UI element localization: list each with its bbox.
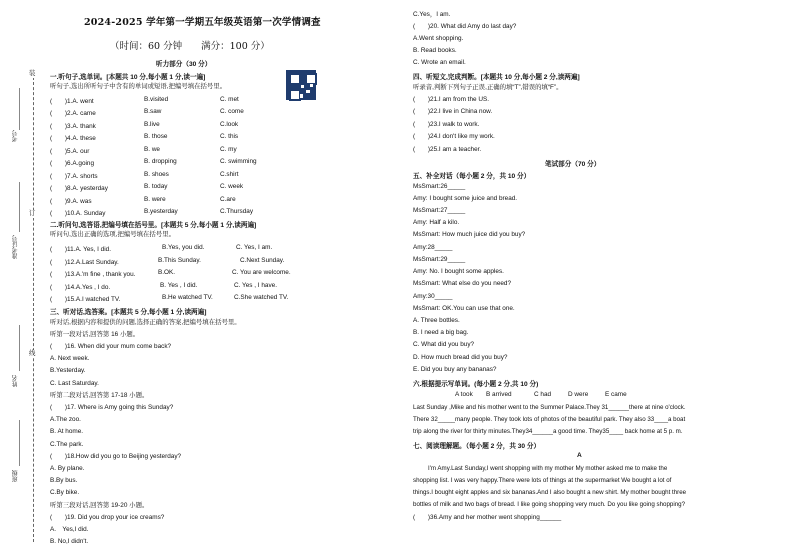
qr-code-image: [286, 70, 316, 100]
cut-label-3: 线: [29, 350, 36, 357]
dialogue-line: MsSmart: OK.You can use that one.: [413, 305, 515, 312]
blank-exam-number[interactable]: [19, 88, 20, 130]
listen-note-3: 听第三段对话,回答第 19-20 小题。: [50, 502, 149, 509]
judge-row[interactable]: ( )22.I live in China now.: [413, 108, 493, 115]
option[interactable]: C.Yes，I am.: [413, 11, 451, 18]
dialogue-option: C. What did you buy?: [413, 341, 475, 348]
question-19[interactable]: ( )19. Did you drop your ice creams?: [50, 514, 165, 521]
sec2-heading: 二.听问句,选答语,把编号填在括号里。[本题共 5 分,每小题 1 分,读两遍]: [50, 222, 257, 229]
blank-name[interactable]: [19, 325, 20, 371]
dialogue-line[interactable]: MsSmart:27_____: [413, 207, 466, 214]
sec2-instruction: 听问句,选出正确的选项,把编号填在括号里。: [50, 231, 175, 238]
option[interactable]: C.By bike.: [50, 489, 80, 496]
option[interactable]: A. Yes,I did.: [50, 526, 89, 533]
blank-admission-number[interactable]: [19, 182, 20, 232]
sec6-heading: 六.根据提示写单词。(每小题 2 分,共 10 分): [413, 381, 539, 388]
cut-label-2: 订: [29, 210, 36, 217]
label-class: 班级: [13, 470, 19, 482]
option[interactable]: B. At home.: [50, 428, 84, 435]
question-17[interactable]: ( )17. Where is Amy going this Sunday?: [50, 404, 174, 411]
question-36[interactable]: ( )36.Amy and her mother went shopping______: [413, 514, 562, 521]
dialogue-line: MsSmart: How much juice did you buy?: [413, 231, 526, 238]
passage-line: I'm Amy.Last Sunday,I went shopping with my mother My mother asked me to make the: [428, 465, 668, 472]
exam-page: 2024-2025 学年第一学期五年级英语第一次学情调查 （时间：60 分钟 满分：100 分） 装 订 线 考号 准考证号 姓名 班级 听力部分（30 分） 一.听句子,选单词。[本题共 10 分,每小题 1 分,读一遍] 听句子,选出所听句子中含有的单词或短语,把编号填在括号里。 ( )1.A. went B.visited C. met ( )2.A. came B.saw C. come ( )3.A. thank B.live C.look ( )4.A. these B. those C. this ( )5.A. our B. we C. my ( )6.A.going B. dropping C. swimming ( )7.A. shorts B. shoes C.shirt ( )8.A. yesterday B. today C. week ( )9.A. was B. were C.are ( )10.A. Sunday B.yesterday C.Thursday 二.听问句,选答语,把编号填在括号里。[本题共 5 分,每小题 1 分,读两遍] 听问句,选出正确的选项,把编号填在括号里。 ( )11.A. Yes, I did. B.Yes, you did. C. Yes, I am. ( )12.A.Last Sunday. B.This Sunday. C.Next Sunday. ( )13.A.'m fine , thank you. B.OK. C. You are welcome. ( )14.A.Yes , I do. B. Yes , I did. C. Yes , I have. ( )15.A.I watched TV. B.He watched TV. C.She watched TV. 三、听对话,选答案。[本题共 5 分,每小题 1 分,读两遍] 听对话,根据内容和提供的问题,选择正确的答案,把编号填在括号里。 听第一段对话,回答第 16 小题。 ( )16. When did your mum come back? A. Next week. B.Yesterday. C. Last Saturday. 听第二段对话,回答第 17-18 小题。 ( )17. Where is Amy going this Sunday? A.The zoo. B. At home. C.The park. ( )18.How did you go to Beijing yesterday? A. By plane. B.By bus. C.By bike. 听第三段对话,回答第 19-20 小题。 ( )19. Did you drop your ice creams? A. Yes,I did. B. No,I didn't. C.Yes，I am. ( )20. What did Amy do last day? A.Went shopping. B. Read books. C. Wrote an email. 四、听短文,完成判断。[本题共 10 分,每小题 2 分,读两遍] 听录音,判断下列句子正误,正确的填“T”,错误的填“F”。 ( )21.I am from the US. ( )22.I live in China now. ( )23.I walk to work. ( )24.I don't like my work. ( )25.I am a teacher. 笔试部分（70 分） 五、补全对话（每小题 2 分，共 10 分） MsSmart:26_____ Amy: I bought some juice and bread. MsSmart:27_____ Amy: Half a kilo. MsSmart: How much juice did you buy? Amy:28_____ MsSmart:29_____ Amy: No. I bought some apples. MsSmart: What else do you need? Amy:30_____ MsSmart: OK.You can use that one. A. Three bottles. B. I need a big bag. C. What did you buy? D. How much bread did you buy? E. Did you buy any bananas? 六.根据提示写单词。(每小题 2 分,共 10 分) A took B arrived C had D were E came Last Sunday ,Mike and his mother went to the Summer Palace.They 31______there at nine o'clock. There 32_____many people. They took lots of photos of the beautiful park. They also 33____a boat trip along the river for thirty minutes.They34______a good time. They35____ back home at 5 p. m. 七、阅读理解题。（每小题 2 分，共 30 分） A I'm Amy.Last Sunday,I went shopping with my mother My mother asked me to make the shopping list. I was very happy.There were lots of things at the supermarket We bought a lot of things.I bought eight apples and six bananas.And I also bought a new shirt. My mother bought three bottles of milk and two bags of bread. I like going shopping very much. Do you like going shopping? ( )36.Amy and her mother went shopping______: [13, 11, 687, 545]
sec1-instruction: 听句子,选出所听句子中含有的单词或短语,把编号填在括号里。: [50, 83, 227, 90]
option[interactable]: C. Last Saturday.: [50, 380, 99, 387]
passage-line: shopping list. I was very happy.There were lots of things at the supermarket We bought a lot of: [413, 477, 672, 484]
label-exam-number: 考号: [13, 130, 19, 142]
option[interactable]: A. By plane.: [50, 465, 85, 472]
dialogue-line[interactable]: Amy:28_____: [413, 244, 453, 251]
dialogue-option: A. Three bottles.: [413, 317, 460, 324]
listening-header: 听力部分（30 分）: [156, 61, 212, 68]
dialogue-option: D. How much bread did you buy?: [413, 354, 508, 361]
option[interactable]: A.Went shopping.: [413, 35, 464, 42]
binding-line: [33, 72, 34, 542]
passage-line: things.I bought eight apples and six bananas.And I also bought a new shirt. My mother bought three: [413, 489, 687, 496]
word-option: E came: [605, 391, 627, 398]
cut-label-1: 装: [29, 70, 36, 77]
option[interactable]: C.The park.: [50, 441, 84, 448]
sec7-heading: 七、阅读理解题。（每小题 2 分，共 30 分）: [413, 443, 541, 450]
page-subtitle: （时间：60 分钟 满分：100 分）: [110, 41, 270, 52]
option[interactable]: A.The zoo.: [50, 416, 81, 423]
dialogue-option: E. Did you buy any bananas?: [413, 366, 497, 373]
option[interactable]: B. No,I didn't.: [50, 538, 89, 545]
listen-note-1: 听第一段对话,回答第 16 小题。: [50, 331, 140, 338]
judge-row[interactable]: ( )23.I walk to work.: [413, 121, 480, 128]
option[interactable]: B. Read books.: [413, 47, 457, 54]
passage-label: A: [577, 452, 582, 459]
cloze-line[interactable]: There 32_____many people. They took lots of photos of the beautiful park. They also 33____a boat: [413, 416, 686, 423]
cloze-line[interactable]: trip along the river for thirty minutes.They34______a good time. They35____ back home at 5 p. m.: [413, 428, 683, 435]
option[interactable]: B.Yesterday.: [50, 367, 86, 374]
sec5-heading: 五、补全对话（每小题 2 分，共 10 分）: [413, 173, 531, 180]
question-18[interactable]: ( )18.How did you go to Beijing yesterday?: [50, 453, 182, 460]
blank-class[interactable]: [19, 420, 20, 466]
word-option: C had: [534, 391, 552, 398]
page-title: 2024-2025 学年第一学期五年级英语第一次学情调查: [84, 17, 321, 28]
sec1-heading: 一.听句子,选单词。[本题共 10 分,每小题 1 分,读一遍]: [50, 74, 206, 81]
word-option: D were: [568, 391, 589, 398]
dialogue-line: Amy: I bought some juice and bread.: [413, 195, 518, 202]
option[interactable]: C. Wrote an email.: [413, 59, 466, 66]
dialogue-line: MsSmart: What else do you need?: [413, 280, 512, 287]
judge-row[interactable]: ( )21.I am from the US.: [413, 96, 489, 103]
cloze-line[interactable]: Last Sunday ,Mike and his mother went to the Summer Palace.They 31______there at nine o'clock.: [413, 404, 686, 411]
passage-line: bottles of milk and two bags of bread. I like going shopping very much. Do you like going shopping?: [413, 501, 686, 508]
question-16[interactable]: ( )16. When did your mum come back?: [50, 343, 172, 350]
judge-row[interactable]: ( )25.I am a teacher.: [413, 146, 482, 153]
sec4-heading: 四、听短文,完成判断。[本题共 10 分,每小题 2 分,读两遍]: [413, 74, 580, 81]
judge-row[interactable]: ( )24.I don't like my work.: [413, 133, 495, 140]
dialogue-line: Amy: No. I bought some apples.: [413, 268, 504, 275]
sec3-heading: 三、听对话,选答案。[本题共 5 分,每小题 1 分,读两遍]: [50, 309, 207, 316]
word-option: B arrived: [486, 391, 512, 398]
dialogue-line[interactable]: Amy:30_____: [413, 293, 453, 300]
listen-note-2: 听第二段对话,回答第 17-18 小题。: [50, 392, 149, 399]
dialogue-line: Amy: Half a kilo.: [413, 219, 460, 226]
written-header: 笔试部分（70 分）: [545, 161, 601, 168]
sec3-instruction: 听对话,根据内容和提供的问题,选择正确的答案,把编号填在括号里。: [50, 319, 241, 326]
label-admission-number: 准考证号: [13, 235, 19, 259]
dialogue-option: B. I need a big bag.: [413, 329, 469, 336]
option[interactable]: B.By bus.: [50, 477, 78, 484]
question-20[interactable]: ( )20. What did Amy do last day?: [413, 23, 517, 30]
sec4-instruction: 听录音,判断下列句子正误,正确的填“T”,错误的填“F”。: [413, 84, 563, 91]
label-name: 姓名: [13, 375, 19, 387]
dialogue-line[interactable]: MsSmart:26_____: [413, 183, 466, 190]
word-option: A took: [455, 391, 473, 398]
option[interactable]: A. Next week.: [50, 355, 90, 362]
dialogue-line[interactable]: MsSmart:29_____: [413, 256, 466, 263]
